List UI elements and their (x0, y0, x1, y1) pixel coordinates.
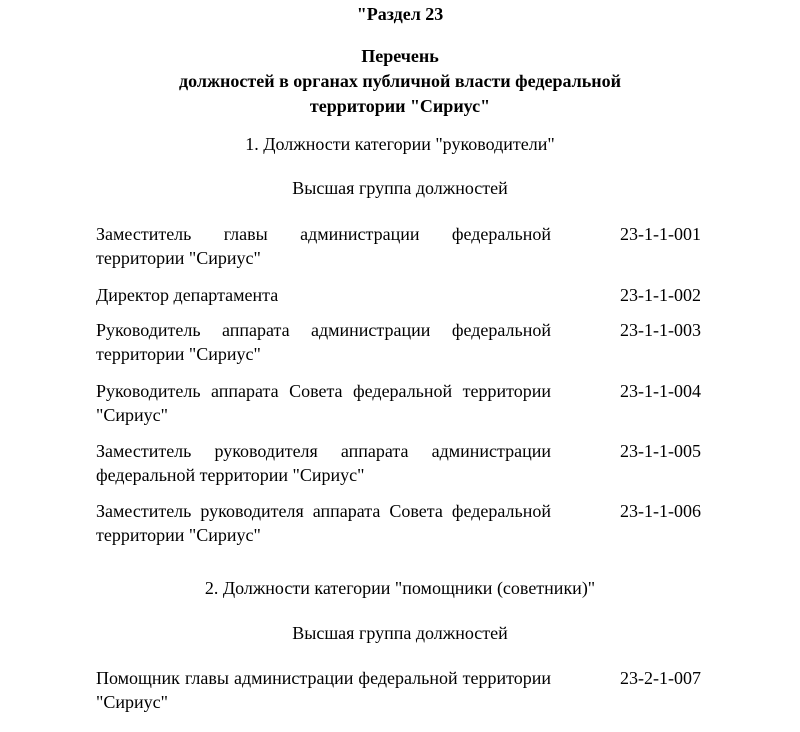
title-line-2: должностей в органах публичной власти федеральной (178, 71, 622, 91)
list-title (0, 44, 800, 119)
position-name: Заместитель руководителя аппарата администрации федеральной территории "Сириус" (96, 441, 551, 485)
section-label: "Раздел 23 (356, 4, 444, 24)
position-name: Руководитель аппарата Совета федеральной территории "Сириус" (96, 381, 551, 425)
position-code: 23-1-1-006 (620, 501, 701, 521)
position-name: Руководитель аппарата администрации федеральной территории "Сириус" (96, 320, 551, 364)
position-code: 23-2-1-007 (620, 668, 701, 688)
position-code: 23-1-1-001 (620, 224, 701, 244)
position-code: 23-1-1-004 (620, 381, 701, 401)
category-1-heading: 1. Должности категории "руководители" (245, 134, 555, 154)
category-1-group: Высшая группа должностей (292, 178, 508, 198)
position-code: 23-1-1-003 (620, 320, 701, 340)
title-line-1: Перечень (361, 46, 439, 66)
position-name: Директор департамента (96, 285, 279, 305)
position-name: Помощник главы администрации федеральной территории "Сириус" (96, 668, 551, 712)
title-line-3: территории "Сириус" (309, 96, 491, 116)
category-2-heading: 2. Должности категории "помощники (советники)" (204, 578, 596, 598)
position-code: 23-1-1-002 (620, 285, 701, 305)
position-code: 23-1-1-005 (620, 441, 701, 461)
position-name: Заместитель главы администрации федеральной территории "Сириус" (96, 224, 551, 268)
position-name: Заместитель руководителя аппарата Совета федеральной территории "Сириус" (96, 501, 551, 545)
category-2-group: Высшая группа должностей (292, 623, 508, 643)
